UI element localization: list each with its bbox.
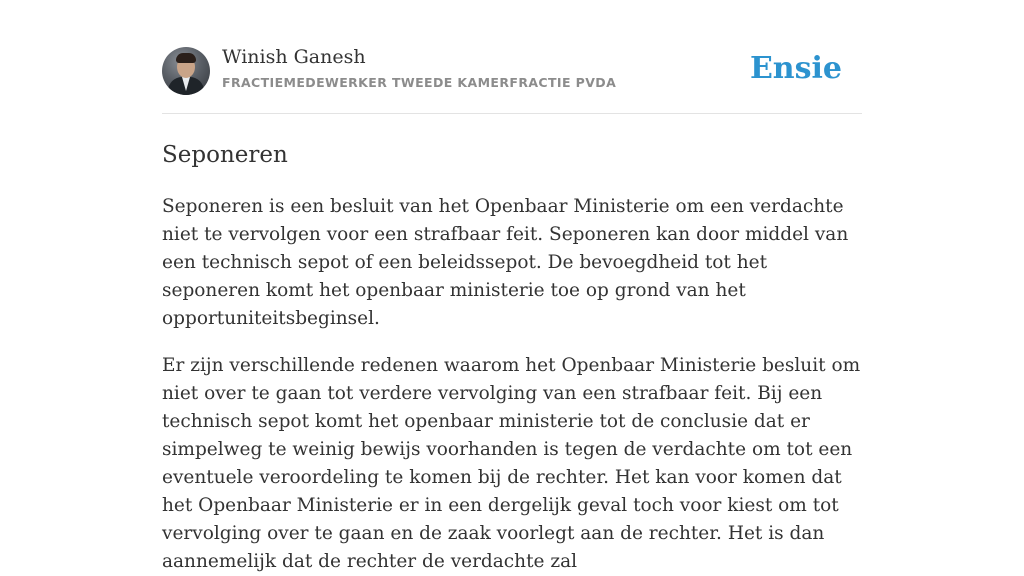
ensie-logo[interactable]: Ensie — [749, 51, 842, 86]
article-page — [162, 0, 862, 576]
avatar-hair — [176, 53, 196, 63]
author-role: FRACTIEMEDEWERKER TWEEDE KAMERFRACTIE PVDA — [222, 75, 617, 90]
author-header — [162, 0, 862, 114]
article-paragraph: Seponeren is een besluit van het Openbaar Ministerie om een verdachte niet te vervolgen voor een strafbaar feit. Seponeren kan door middel van een technisch sepot of een beleidssepot. De bevoegdheid tot het seponeren komt het openbaar ministerie toe op grond van het opportuniteitsbeginsel. — [162, 196, 849, 329]
author-name[interactable]: Winish Ganesh — [222, 46, 366, 68]
avatar[interactable] — [162, 47, 210, 95]
article-paragraph: Er zijn verschillende redenen waarom het Openbaar Ministerie besluit om niet over te gaan tot verdere vervolging van een strafbaar feit. Bij een technisch sepot komt het openbaar ministerie tot de conclusie dat er simpelweg te weinig bewijs voorhanden is tegen de verdachte om tot een eventuele veroordeling te komen bij de rechter. Het kan voor komen dat het Openbaar Ministerie er in een dergelijk geval toch voor kiest om tot vervolging over te gaan en de zaak voorlegt aan de rechter. Het is dan aannemelijk dat de rechter de verdachte zal — [162, 355, 861, 572]
article-title: Seponeren — [162, 142, 288, 168]
